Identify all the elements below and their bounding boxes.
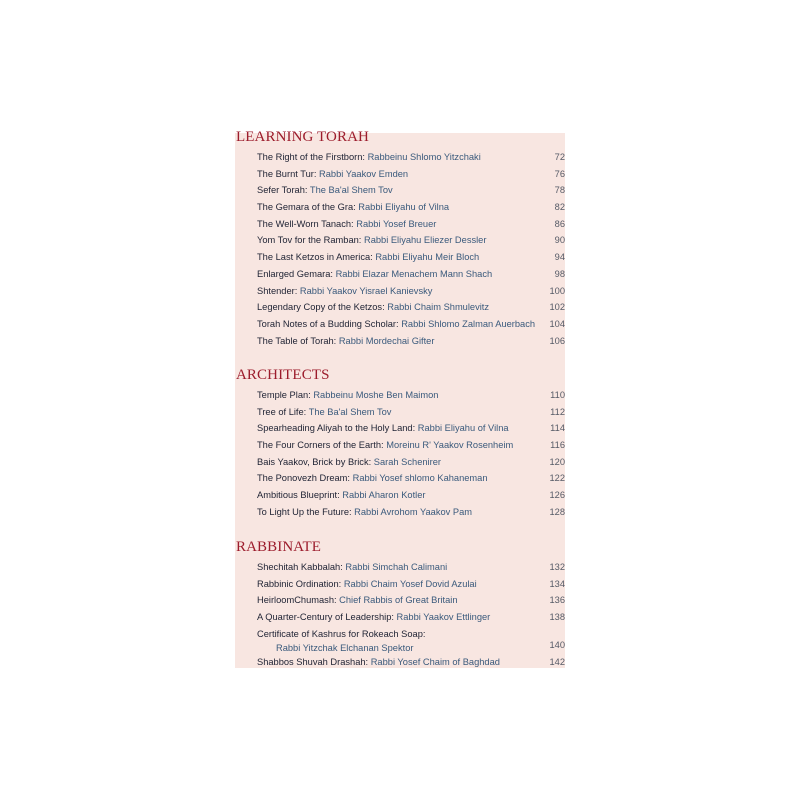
entry-author: Rabbi Eliyahu of Vilna <box>417 423 509 434</box>
entry-page: 136 <box>549 595 565 606</box>
entry-page: 112 <box>550 406 565 417</box>
entry-author: Rabbi Mordechai Gifter <box>338 335 435 346</box>
toc-entry[interactable] <box>257 559 565 576</box>
entry-title: The Last Ketzos in America: <box>257 252 373 263</box>
entry-title: A Quarter-Century of Leadership: <box>257 612 394 623</box>
entry-author: Rabbi Aharon Kotler <box>342 490 426 501</box>
entry-author: Rabbi Chaim Yosef Dovid Azulai <box>343 578 477 589</box>
entry-author: Rabbi Yaakov Ettlinger <box>396 612 491 623</box>
entry-author: Sarah Schenirer <box>373 456 441 467</box>
entry-title: HeirloomChumash: <box>257 595 337 606</box>
entry-title: Shechitah Kabbalah: <box>257 562 343 572</box>
toc-entry[interactable] <box>257 487 565 504</box>
entry-page: 110 <box>550 390 565 400</box>
entry-author: Rabbi Eliyahu Eliezer Dessler <box>363 235 487 246</box>
entry-title: Sefer Torah: <box>257 185 308 196</box>
entry-author: The Ba'al Shem Tov <box>308 406 392 417</box>
entry-author: Rabbi Shlomo Zalman Auerbach <box>401 318 536 329</box>
entry-title: Tree of Life: <box>257 406 307 417</box>
toc-entry[interactable] <box>257 404 565 421</box>
entry-author: Rabbi Avrohom Yaakov Pam <box>354 506 472 517</box>
entry-page: 134 <box>549 578 565 589</box>
entry-author: Rabbi Eliyahu Meir Bloch <box>375 252 480 263</box>
table-of-contents-panel <box>235 129 565 668</box>
toc-entry[interactable] <box>257 249 565 266</box>
entry-author: Rabbi Yaakov Emden <box>319 168 409 179</box>
entry-page: 106 <box>549 335 565 346</box>
section-heading: ARCHITECTS <box>236 367 330 383</box>
toc-entry[interactable] <box>257 232 565 249</box>
entry-title: Rabbinic Ordination: <box>257 578 342 589</box>
toc-entry[interactable] <box>257 420 565 437</box>
toc-entry[interactable] <box>257 333 565 350</box>
toc-entry[interactable] <box>257 149 565 166</box>
entry-title: The Ponovezh Dream: <box>257 473 351 484</box>
entry-title: Legendary Copy of the Ketzos: <box>257 302 385 313</box>
section-heading: RABBINATE <box>236 539 322 555</box>
entry-author: Rabbi Elazar Menachem Mann Shach <box>335 268 493 279</box>
entry-title: Enlarged Gemara: <box>257 268 333 279</box>
toc-entry[interactable] <box>257 437 565 454</box>
entry-title: The Gemara of the Gra: <box>257 202 356 213</box>
entry-title: Ambitious Blueprint: <box>257 490 340 501</box>
entry-author: Rabbi Yitzchak Elchanan Spektor <box>276 642 414 653</box>
entry-page: 90 <box>554 235 565 246</box>
entry-page: 98 <box>554 268 565 279</box>
entry-page: 86 <box>554 218 565 229</box>
toc-entry[interactable] <box>257 216 565 233</box>
entry-page: 142 <box>549 656 565 667</box>
entry-title: Certificate of Kashrus for Rokeach Soap: <box>257 628 426 639</box>
entry-author: The Ba'al Shem Tov <box>309 185 393 196</box>
toc-entry[interactable] <box>257 182 565 199</box>
toc-entry[interactable] <box>257 626 565 654</box>
entry-author: Rabbi Yosef Breuer <box>356 218 437 229</box>
entry-page: 120 <box>549 456 565 467</box>
toc-entry[interactable] <box>257 470 565 487</box>
entry-page: 100 <box>549 285 565 296</box>
entry-page: 94 <box>554 252 565 263</box>
toc-entry[interactable] <box>257 299 565 316</box>
entry-page: 126 <box>549 490 565 501</box>
entry-page: 76 <box>554 168 565 179</box>
entry-page: 128 <box>549 506 565 517</box>
entry-page: 82 <box>554 202 565 213</box>
entry-page: 72 <box>554 152 565 162</box>
entry-author: Rabbi Yaakov Yisrael Kanievsky <box>299 285 433 296</box>
entry-title: The Four Corners of the Earth: <box>257 440 384 451</box>
entry-author: Rabbi Chaim Shmulevitz <box>387 302 490 313</box>
entry-page: 122 <box>549 473 565 484</box>
entry-page: 102 <box>549 302 565 313</box>
entry-author: Rabbi Eliyahu of Vilna <box>358 202 450 213</box>
entry-page: 138 <box>549 612 565 623</box>
toc-entry[interactable] <box>257 266 565 283</box>
entry-author: Moreinu R' Yaakov Rosenheim <box>386 440 514 451</box>
toc-entry[interactable] <box>257 387 565 404</box>
entry-title: The Table of Torah: <box>257 335 337 346</box>
entry-title: The Right of the Firstborn: <box>257 152 365 162</box>
entry-author: Chief Rabbis of Great Britain <box>339 595 458 606</box>
entry-title: To Light Up the Future: <box>257 506 352 517</box>
toc-entry[interactable] <box>257 166 565 183</box>
entry-title: Bais Yaakov, Brick by Brick: <box>257 456 372 467</box>
section-heading: LEARNING TORAH <box>236 129 369 145</box>
entry-title: Torah Notes of a Budding Scholar: <box>257 318 399 329</box>
entry-page: 116 <box>550 440 565 451</box>
entry-author: Rabbi Yosef Chaim of Baghdad <box>370 656 500 667</box>
entry-title: The Burnt Tur: <box>257 168 317 179</box>
toc-entry[interactable] <box>257 316 565 333</box>
entry-title: Yom Tov for the Ramban: <box>257 235 362 246</box>
entry-title: Shabbos Shuvah Drashah: <box>257 656 369 667</box>
entry-title: Spearheading Aliyah to the Holy Land: <box>257 423 416 434</box>
entry-author: Rabbeinu Moshe Ben Maimon <box>313 390 439 400</box>
entry-page: 114 <box>550 423 565 434</box>
entry-page: 104 <box>549 318 565 329</box>
entry-page: 132 <box>549 562 565 572</box>
toc-entry[interactable] <box>257 454 565 471</box>
toc-entry[interactable] <box>257 283 565 300</box>
entry-page: 140 <box>549 639 565 650</box>
entry-title: Temple Plan: <box>257 390 311 400</box>
entry-title: The Well-Worn Tanach: <box>257 218 354 229</box>
toc-entry[interactable] <box>257 654 565 671</box>
entry-author: Rabbeinu Shlomo Yitzchaki <box>367 152 481 162</box>
entry-author: Rabbi Yosef shlomo Kahaneman <box>352 473 488 484</box>
toc-entry[interactable] <box>257 592 565 609</box>
entry-author: Rabbi Simchah Calimani <box>345 562 448 572</box>
toc-entry[interactable] <box>257 504 565 521</box>
toc-entry[interactable] <box>257 576 565 593</box>
entry-page: 78 <box>554 185 565 196</box>
toc-entry[interactable] <box>257 609 565 626</box>
entry-title: Shtender: <box>257 285 298 296</box>
toc-entry[interactable] <box>257 199 565 216</box>
